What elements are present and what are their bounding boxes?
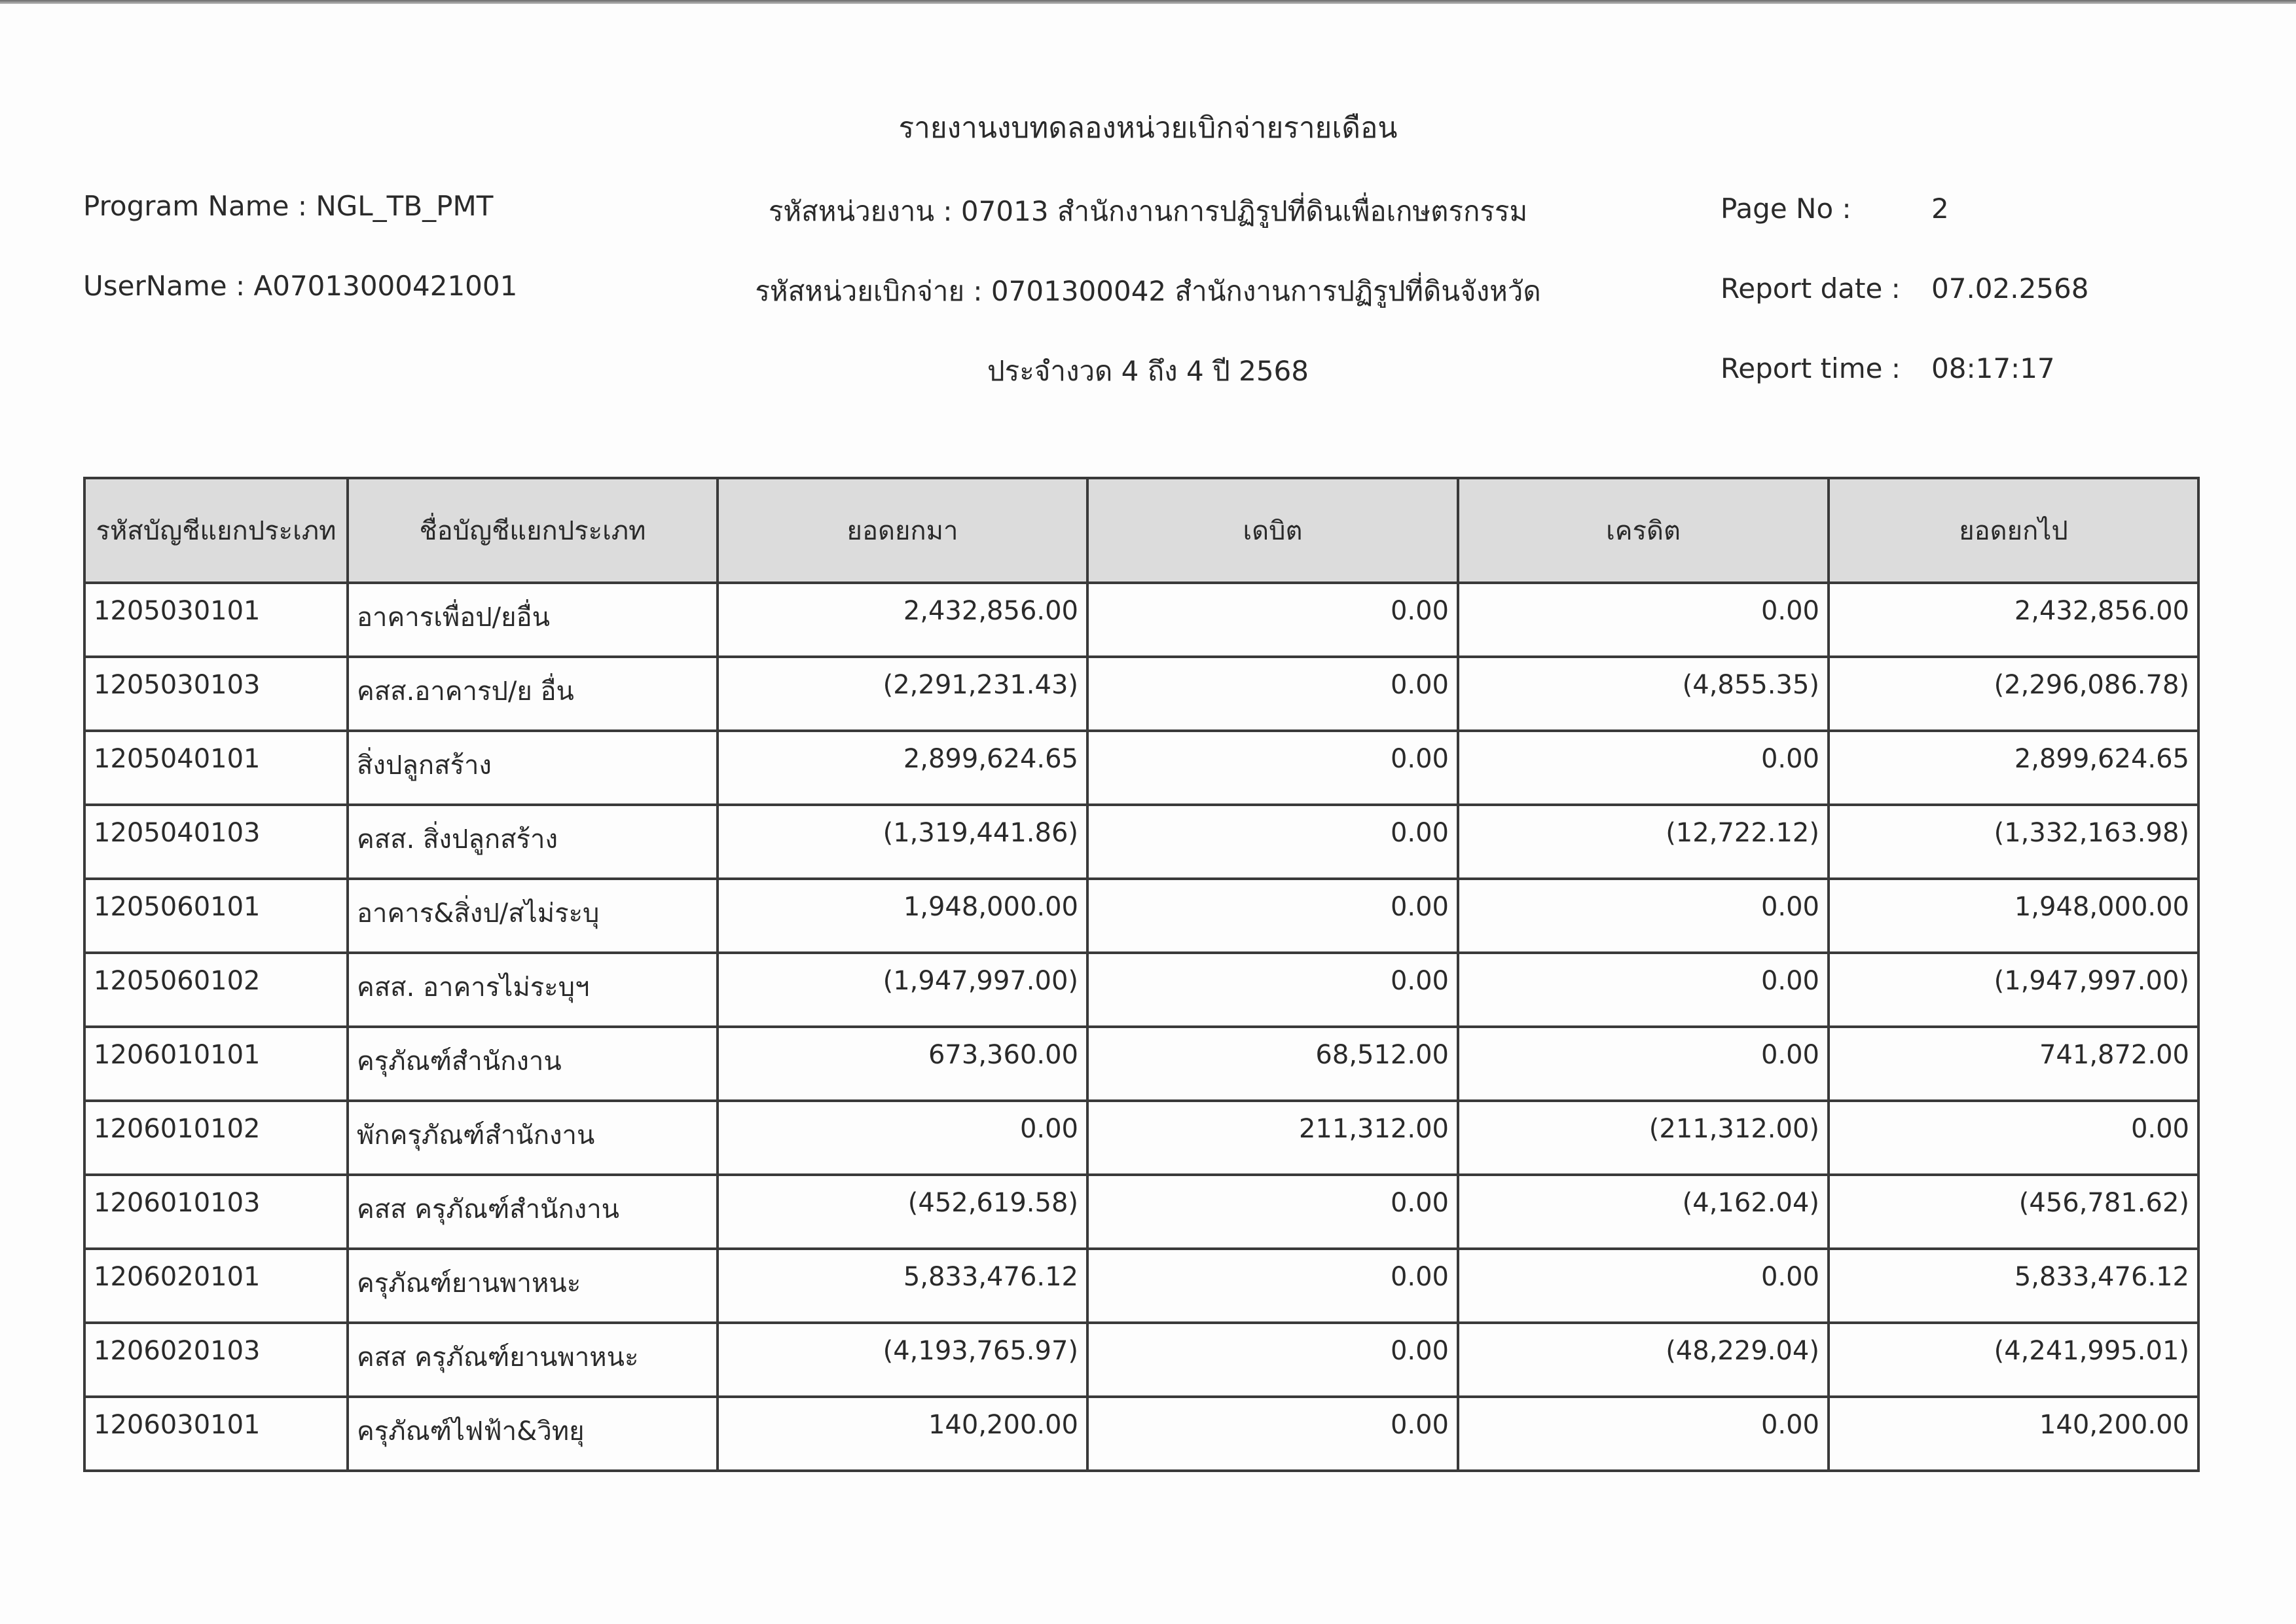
cell-account-name: สิ่งปลูกสร้าง [348, 731, 718, 805]
cell-account-name: ครุภัณฑ์ยานพาหนะ [348, 1249, 718, 1323]
cell-brought-forward: (4,193,765.97) [718, 1323, 1087, 1397]
cell-account-code: 1206020101 [84, 1249, 348, 1323]
cell-carried-forward: 741,872.00 [1829, 1027, 2198, 1101]
program-name: Program Name : NGL_TB_PMT [83, 190, 494, 222]
header-carried-forward: ยอดยกไป [1829, 478, 2198, 583]
cell-brought-forward: 140,200.00 [718, 1397, 1087, 1471]
cell-carried-forward: (2,296,086.78) [1829, 657, 2198, 731]
cell-account-name: พักครุภัณฑ์สำนักงาน [348, 1101, 718, 1175]
cell-credit: 0.00 [1458, 953, 1829, 1027]
cell-credit: (48,229.04) [1458, 1323, 1829, 1397]
cell-brought-forward: 2,432,856.00 [718, 583, 1087, 657]
cell-account-name: คสส. สิ่งปลูกสร้าง [348, 805, 718, 879]
cell-account-code: 1205030103 [84, 657, 348, 731]
cell-debit: 0.00 [1087, 583, 1458, 657]
cell-credit: 0.00 [1458, 731, 1829, 805]
report-title: รายงานงบทดลองหน่วยเบิกจ่ายรายเดือน [898, 111, 1398, 145]
cell-account-name: คสส ครุภัณฑ์สำนักงาน [348, 1175, 718, 1249]
cell-brought-forward: (1,947,997.00) [718, 953, 1087, 1027]
cell-brought-forward: (1,319,441.86) [718, 805, 1087, 879]
cell-debit: 0.00 [1087, 657, 1458, 731]
cell-account-name: คสส. อาคารไม่ระบุฯ [348, 953, 718, 1027]
cell-carried-forward: (1,947,997.00) [1829, 953, 2198, 1027]
cell-credit: 0.00 [1458, 583, 1829, 657]
cell-debit: 0.00 [1087, 1175, 1458, 1249]
cell-debit: 0.00 [1087, 1249, 1458, 1323]
table-row [84, 879, 2198, 953]
cell-carried-forward: (1,332,163.98) [1829, 805, 2198, 879]
table-row [84, 1397, 2198, 1471]
cell-credit: (211,312.00) [1458, 1101, 1829, 1175]
cell-brought-forward: (452,619.58) [718, 1175, 1087, 1249]
cell-credit: 0.00 [1458, 1249, 1829, 1323]
cell-debit: 0.00 [1087, 1397, 1458, 1471]
cell-debit: 0.00 [1087, 879, 1458, 953]
page-no-value: 2 [1931, 193, 1949, 225]
cell-credit: 0.00 [1458, 879, 1829, 953]
report-date-label: Report date : [1721, 272, 1901, 304]
table-row [84, 731, 2198, 805]
header-account-name: ชื่อบัญชีแยกประเภท [348, 478, 718, 583]
cell-account-code: 1205060101 [84, 879, 348, 953]
report-time-value: 08:17:17 [1931, 352, 2055, 384]
header-brought-forward: ยอดยกมา [718, 478, 1087, 583]
cell-debit: 68,512.00 [1087, 1027, 1458, 1101]
table-row [84, 953, 2198, 1027]
cell-brought-forward: (2,291,231.43) [718, 657, 1087, 731]
cell-debit: 0.00 [1087, 731, 1458, 805]
cell-account-name: ครุภัณฑ์สำนักงาน [348, 1027, 718, 1101]
header-credit: เครดิต [1458, 478, 1829, 583]
cell-carried-forward: (4,241,995.01) [1829, 1323, 2198, 1397]
cell-account-code: 1205060102 [84, 953, 348, 1027]
cell-debit: 211,312.00 [1087, 1101, 1458, 1175]
report-time-label: Report time : [1721, 352, 1901, 384]
cell-account-code: 1206010102 [84, 1101, 348, 1175]
cell-account-code: 1206020103 [84, 1323, 348, 1397]
page-no-label: Page No : [1721, 193, 1851, 225]
cell-debit: 0.00 [1087, 953, 1458, 1027]
cell-account-name: อาคารเพื่อป/ยอื่น [348, 583, 718, 657]
cell-brought-forward: 2,899,624.65 [718, 731, 1087, 805]
cell-brought-forward: 673,360.00 [718, 1027, 1087, 1101]
cell-carried-forward: 2,899,624.65 [1829, 731, 2198, 805]
cell-credit: 0.00 [1458, 1397, 1829, 1471]
table-header-row [84, 478, 2198, 583]
cell-credit: (4,855.35) [1458, 657, 1829, 731]
header-debit: เดบิต [1087, 478, 1458, 583]
cell-account-name: ครุภัณฑ์ไฟฟ้า&วิทยุ [348, 1397, 718, 1471]
cell-brought-forward: 1,948,000.00 [718, 879, 1087, 953]
cell-account-code: 1206030101 [84, 1397, 348, 1471]
user-name: UserName : A07013000421001 [83, 270, 518, 302]
agency-line: รหัสหน่วยงาน : 07013 สำนักงานการปฏิรูปที่ดินเพื่อเกษตรกรรม [768, 195, 1528, 227]
table-row [84, 1027, 2198, 1101]
table-row [84, 657, 2198, 731]
report-date-value: 07.02.2568 [1931, 272, 2089, 304]
cell-brought-forward: 5,833,476.12 [718, 1249, 1087, 1323]
trial-balance-table [83, 477, 2200, 1472]
table-row [84, 1249, 2198, 1323]
cell-account-code: 1205030101 [84, 583, 348, 657]
table-row [84, 1323, 2198, 1397]
cell-brought-forward: 0.00 [718, 1101, 1087, 1175]
cell-credit: 0.00 [1458, 1027, 1829, 1101]
cell-carried-forward: 1,948,000.00 [1829, 879, 2198, 953]
scan-edge [0, 0, 2296, 4]
cell-account-code: 1206010101 [84, 1027, 348, 1101]
disbursing-unit-line: รหัสหน่วยเบิกจ่าย : 0701300042 สำนักงานการปฏิรูปที่ดินจังหวัด [755, 275, 1541, 307]
table-row [84, 1101, 2198, 1175]
table-row [84, 1175, 2198, 1249]
cell-account-name: อาคาร&สิ่งป/สไม่ระบุ [348, 879, 718, 953]
cell-carried-forward: 0.00 [1829, 1101, 2198, 1175]
cell-carried-forward: (456,781.62) [1829, 1175, 2198, 1249]
cell-account-code: 1205040103 [84, 805, 348, 879]
header-account-code: รหัสบัญชีแยกประเภท [84, 478, 348, 583]
cell-account-code: 1205040101 [84, 731, 348, 805]
cell-carried-forward: 5,833,476.12 [1829, 1249, 2198, 1323]
cell-account-name: คสส ครุภัณฑ์ยานพาหนะ [348, 1323, 718, 1397]
cell-carried-forward: 2,432,856.00 [1829, 583, 2198, 657]
cell-account-name: คสส.อาคารป/ย อื่น [348, 657, 718, 731]
table-row [84, 583, 2198, 657]
cell-debit: 0.00 [1087, 805, 1458, 879]
cell-debit: 0.00 [1087, 1323, 1458, 1397]
table-row [84, 805, 2198, 879]
cell-credit: (12,722.12) [1458, 805, 1829, 879]
period-line: ประจำงวด 4 ถึง 4 ปี 2568 [987, 355, 1309, 387]
cell-account-code: 1206010103 [84, 1175, 348, 1249]
cell-credit: (4,162.04) [1458, 1175, 1829, 1249]
cell-carried-forward: 140,200.00 [1829, 1397, 2198, 1471]
